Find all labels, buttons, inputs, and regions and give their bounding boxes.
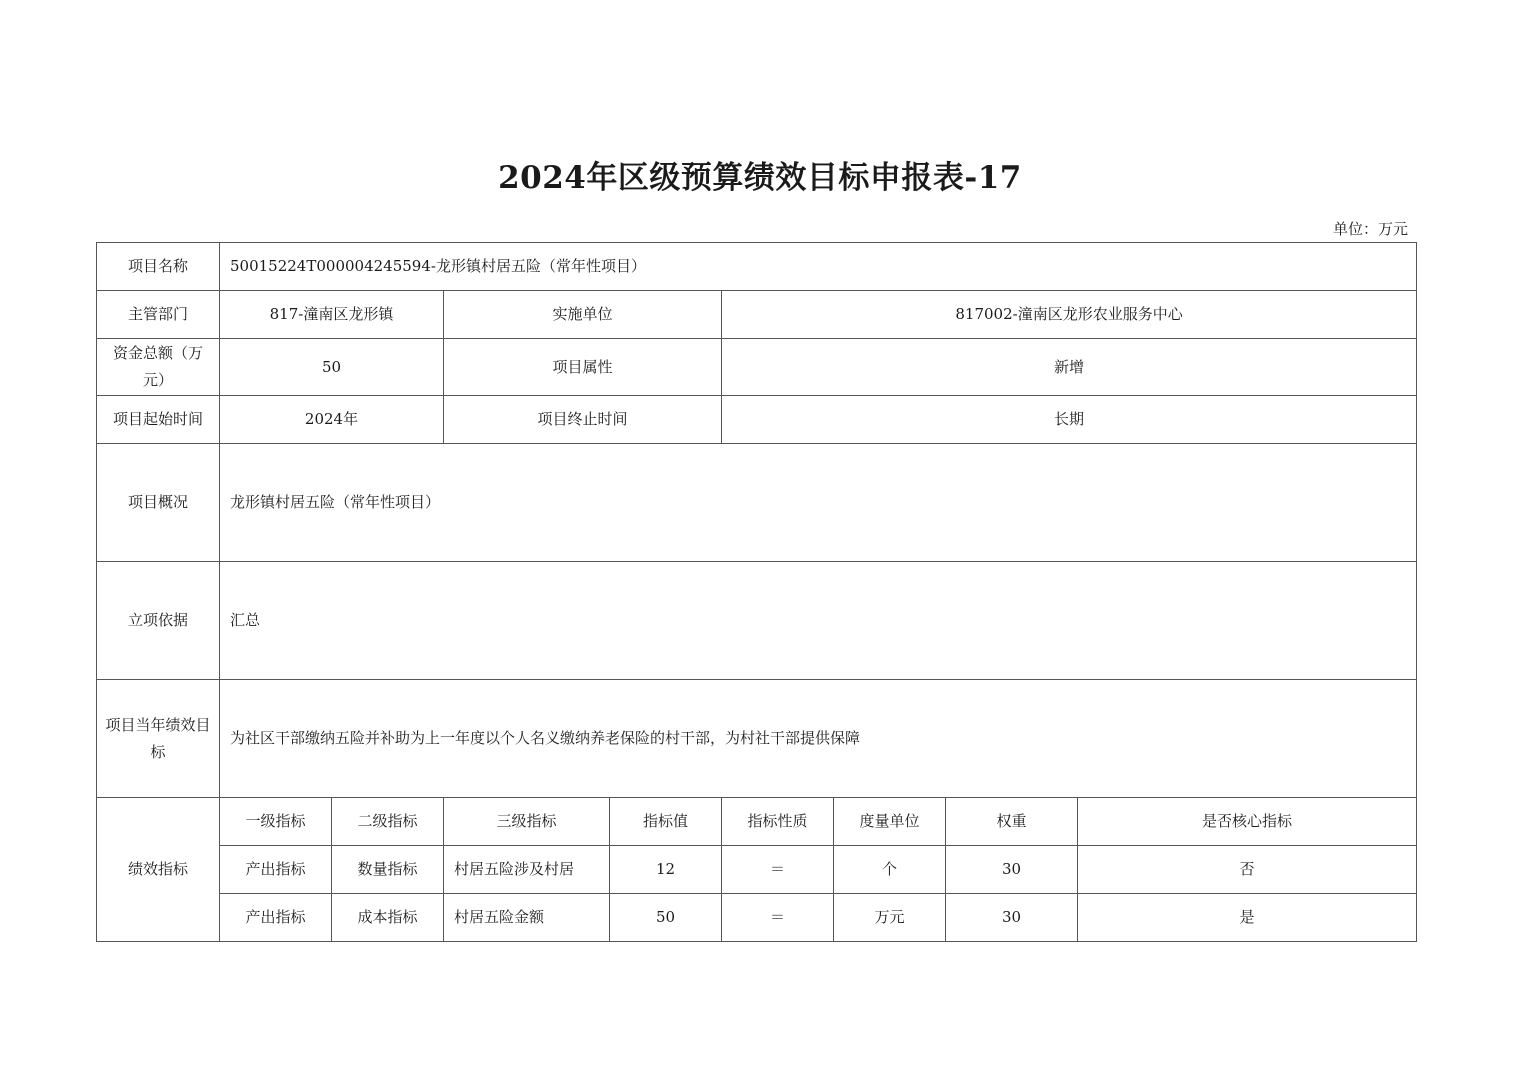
project-attr-value: 新增 <box>722 339 1417 396</box>
indicator-header: 一级指标 <box>220 798 332 846</box>
indicator-cell: 是 <box>1078 894 1417 942</box>
unit-label: 单位：万元 <box>1332 220 1408 238</box>
row-funding <box>97 339 1417 396</box>
project-name-label: 项目名称 <box>97 243 220 291</box>
indicator-cell: 30 <box>946 846 1078 894</box>
basis-value: 汇总 <box>220 562 1417 680</box>
indicator-cell: 数量指标 <box>332 846 444 894</box>
indicator-row <box>97 894 1417 942</box>
budget-form-table <box>96 242 1417 942</box>
indicator-header: 三级指标 <box>444 798 610 846</box>
department-value: 817-潼南区龙形镇 <box>220 291 444 339</box>
row-goal <box>97 680 1417 798</box>
project-attr-label: 项目属性 <box>444 339 722 396</box>
indicator-cell: 30 <box>946 894 1078 942</box>
project-name-value: 50015224T000004245594-龙形镇村居五险（常年性项目） <box>220 243 1417 291</box>
row-department <box>97 291 1417 339</box>
indicator-header: 度量单位 <box>834 798 946 846</box>
overview-value: 龙形镇村居五险（常年性项目） <box>220 444 1417 562</box>
indicator-cell: 成本指标 <box>332 894 444 942</box>
indicator-cell: 村居五险涉及村居 <box>444 846 610 894</box>
indicator-row <box>97 846 1417 894</box>
funding-value: 50 <box>220 339 444 396</box>
indicator-cell: 否 <box>1078 846 1417 894</box>
indicator-cell: 产出指标 <box>220 846 332 894</box>
indicator-cell: 村居五险金额 <box>444 894 610 942</box>
funding-label: 资金总额（万元） <box>97 339 220 396</box>
overview-label: 项目概况 <box>97 444 220 562</box>
indicator-header: 二级指标 <box>332 798 444 846</box>
end-time-value: 长期 <box>722 396 1417 444</box>
indicator-cell: 12 <box>610 846 722 894</box>
row-basis <box>97 562 1417 680</box>
row-project-name <box>97 243 1417 291</box>
indicator-header: 指标值 <box>610 798 722 846</box>
indicator-cell: 万元 <box>834 894 946 942</box>
page-title: 2024年区级预算绩效目标申报表-17 <box>498 160 1022 196</box>
indicator-header: 是否核心指标 <box>1078 798 1417 846</box>
indicator-header: 指标性质 <box>722 798 834 846</box>
indicator-cell: ＝ <box>722 846 834 894</box>
department-label: 主管部门 <box>97 291 220 339</box>
indicator-cell: 50 <box>610 894 722 942</box>
impl-unit-label: 实施单位 <box>444 291 722 339</box>
indicator-cell: ＝ <box>722 894 834 942</box>
indicator-header-row <box>97 798 1417 846</box>
indicator-header: 权重 <box>946 798 1078 846</box>
goal-value: 为社区干部缴纳五险并补助为上一年度以个人名义缴纳养老保险的村干部，为村社干部提供保障 <box>220 680 1417 798</box>
impl-unit-value: 817002-潼南区龙形农业服务中心 <box>722 291 1417 339</box>
row-overview <box>97 444 1417 562</box>
indicator-cell: 个 <box>834 846 946 894</box>
end-time-label: 项目终止时间 <box>444 396 722 444</box>
indicators-label: 绩效指标 <box>97 798 220 942</box>
start-time-label: 项目起始时间 <box>97 396 220 444</box>
goal-label: 项目当年绩效目标 <box>97 680 220 798</box>
indicator-cell: 产出指标 <box>220 894 332 942</box>
basis-label: 立项依据 <box>97 562 220 680</box>
start-time-value: 2024年 <box>220 396 444 444</box>
row-period <box>97 396 1417 444</box>
